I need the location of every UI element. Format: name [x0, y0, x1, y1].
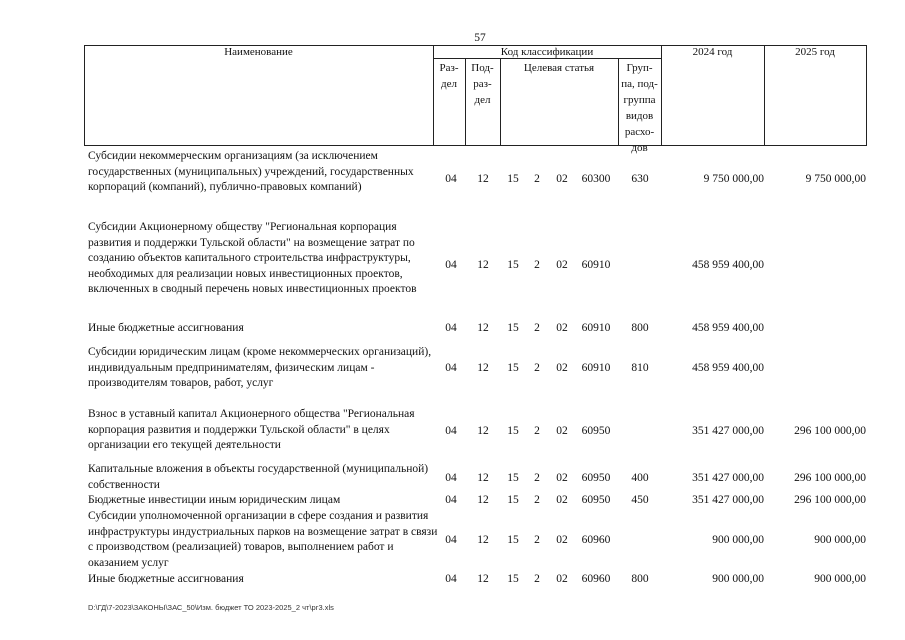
row-cs3: 02 [556, 425, 568, 437]
header-subsection-line: раз- [473, 78, 492, 90]
header-bottom-border [84, 145, 866, 146]
row-rz: 04 [445, 534, 457, 546]
footer-file-path: D:\ГД\7-2023\ЗАКОНЫ\ЗАС_50\Изм. бюджет ТО 2023-2025_2 чт\рг3.xls [88, 603, 334, 612]
row-vr: 450 [631, 494, 649, 506]
row-vr: 810 [631, 362, 649, 374]
row-cs4: 60950 [581, 472, 611, 484]
row-2024: 458 959 400,00 [692, 259, 764, 271]
row-2024: 351 427 000,00 [692, 494, 764, 506]
row-pr: 12 [477, 534, 489, 546]
header-subsection [465, 60, 500, 108]
row-2024: 351 427 000,00 [692, 425, 764, 437]
header-right-border [866, 45, 867, 146]
row-cs4: 60960 [581, 573, 611, 585]
row-rz: 04 [445, 494, 457, 506]
row-2025: 296 100 000,00 [794, 472, 866, 484]
row-cs2: 2 [534, 259, 540, 271]
header-target: Целевая статья [523, 62, 595, 74]
row-cs2: 2 [534, 472, 540, 484]
header-code: Код классификации [500, 46, 594, 58]
header-group [618, 60, 661, 156]
row-cs3: 02 [556, 534, 568, 546]
row-2024: 9 750 000,00 [703, 173, 764, 185]
header-2025: 2025 год [795, 46, 835, 58]
header-subsection-line: Под- [471, 62, 494, 74]
row-cs1: 15 [507, 472, 519, 484]
row-cs2: 2 [534, 173, 540, 185]
row-name: Иные бюджетные ассигнования [88, 573, 244, 585]
row-vr: 800 [631, 573, 649, 585]
header-subsection-line: дел [474, 94, 491, 106]
header-group-line: дов [631, 142, 648, 154]
row-cs1: 15 [507, 534, 519, 546]
header-name: Наименование [224, 46, 293, 58]
row-rz: 04 [445, 573, 457, 585]
row-cs4: 60950 [581, 425, 611, 437]
row-cs1: 15 [507, 173, 519, 185]
row-name: Субсидии Акционерному обществу "Региональная корпорация развития и поддержки Тульской области" на возмещение затрат по созданию объектов капитального строительства инфраструктуры, необходимых для реализации новых инвестиционных проектов, включенных в сводный перечень новых инвестиционных проектов [88, 221, 417, 296]
row-cs1: 15 [507, 573, 519, 585]
row-pr: 12 [477, 494, 489, 506]
row-cs2: 2 [534, 494, 540, 506]
row-cs3: 02 [556, 322, 568, 334]
row-pr: 12 [477, 173, 489, 185]
row-vr: 800 [631, 322, 649, 334]
header-col-divider [764, 45, 765, 146]
row-pr: 12 [477, 425, 489, 437]
row-rz: 04 [445, 362, 457, 374]
header-left-border [84, 45, 85, 146]
row-2024: 458 959 400,00 [692, 322, 764, 334]
row-cs1: 15 [507, 425, 519, 437]
row-name: Взнос в уставный капитал Акционерного общества "Региональная корпорация развития и поддержки Тульской области" в целях организации его текущей деятельности [88, 408, 415, 452]
row-name: Субсидии уполномоченной организации в сфере создания и развития инфраструктуры индустриальных парков на возмещение затрат в связи с производством (реализацией) товаров, выполнением работ и оказанием услуг [88, 510, 438, 569]
row-cs4: 60960 [581, 534, 611, 546]
row-rz: 04 [445, 173, 457, 185]
row-2025: 900 000,00 [814, 534, 866, 546]
row-cs4: 60910 [581, 322, 611, 334]
row-cs3: 02 [556, 472, 568, 484]
row-cs2: 2 [534, 425, 540, 437]
row-2025: 296 100 000,00 [794, 494, 866, 506]
row-cs3: 02 [556, 173, 568, 185]
row-vr: 630 [631, 173, 649, 185]
row-2024: 900 000,00 [712, 534, 764, 546]
header-group-line: видов [625, 110, 654, 122]
row-cs3: 02 [556, 573, 568, 585]
row-rz: 04 [445, 322, 457, 334]
row-cs3: 02 [556, 259, 568, 271]
header-group-line: Груп- [626, 62, 653, 74]
row-rz: 04 [445, 425, 457, 437]
row-name: Капитальные вложения в объекты государственной (муниципальной) собственности [88, 463, 429, 491]
row-pr: 12 [477, 322, 489, 334]
row-2025: 9 750 000,00 [805, 173, 866, 185]
row-cs3: 02 [556, 362, 568, 374]
row-cs4: 60910 [581, 362, 611, 374]
row-cs1: 15 [507, 494, 519, 506]
header-col-divider [661, 45, 662, 146]
header-section-line: дел [441, 78, 457, 90]
row-name: Иные бюджетные ассигнования [88, 322, 244, 334]
header-2024: 2024 год [692, 46, 733, 58]
row-2024: 351 427 000,00 [692, 472, 764, 484]
row-name: Субсидии юридическим лицам (кроме некоммерческих организаций), индивидуальным предпринимателям, физическим лицам - производителям товаров, работ, услуг [88, 346, 432, 390]
header-section [433, 60, 465, 92]
header-section-line: Раз- [439, 62, 459, 74]
header-group-line: па, под- [621, 78, 658, 90]
row-pr: 12 [477, 362, 489, 374]
header-group-line: группа [623, 94, 656, 106]
row-cs3: 02 [556, 494, 568, 506]
row-cs4: 60300 [581, 173, 611, 185]
page-number: 57 [474, 32, 486, 44]
row-vr: 400 [631, 472, 649, 484]
row-cs1: 15 [507, 362, 519, 374]
row-pr: 12 [477, 259, 489, 271]
row-rz: 04 [445, 472, 457, 484]
row-name: Субсидии некоммерческим организациям (за исключением государственных (муниципальных) учреждений, государственных корпораций (компаний), публично-правовых компаний) [88, 150, 414, 194]
row-2024: 458 959 400,00 [692, 362, 764, 374]
row-cs2: 2 [534, 573, 540, 585]
row-cs2: 2 [534, 322, 540, 334]
header-group-line: расхо- [624, 126, 655, 138]
row-cs1: 15 [507, 259, 519, 271]
row-cs2: 2 [534, 362, 540, 374]
row-cs2: 2 [534, 534, 540, 546]
row-2025: 900 000,00 [814, 573, 866, 585]
row-cs1: 15 [507, 322, 519, 334]
row-2024: 900 000,00 [712, 573, 764, 585]
row-cs4: 60910 [581, 259, 611, 271]
row-pr: 12 [477, 472, 489, 484]
row-pr: 12 [477, 573, 489, 585]
row-rz: 04 [445, 259, 457, 271]
row-cs4: 60950 [581, 494, 611, 506]
row-name: Бюджетные инвестиции иным юридическим лицам [88, 494, 341, 506]
row-2025: 296 100 000,00 [794, 425, 866, 437]
